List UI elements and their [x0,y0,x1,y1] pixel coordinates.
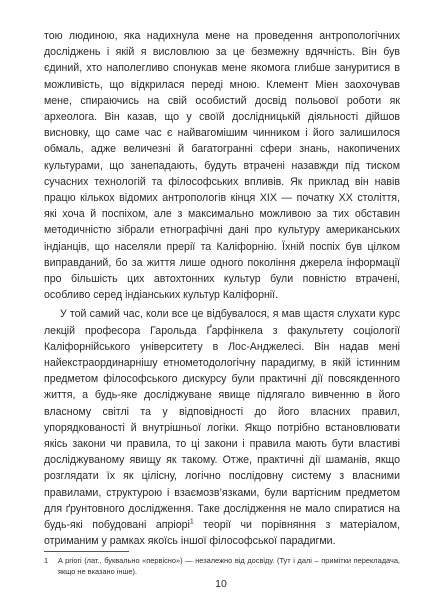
paragraph-text: У той самий час, коли все це відбувалося, я мав щастя слухати курс лекцій професора Гарольда Ґарфінкела з факультету соціології Каліфорнійського університету в Лос-Анджелесі. Він надав мені найекстраординарнішу етнометодологічну парадигму, в якій істинним предметом філософського дискурсу були практичні дії повсякденного життя, а будь-яке досліджуване явище підлягало вивченню в його власному світлі та у відповідності до його власних правил, упорядкованості й внутрішньої логіки. Якщо потрібно встановлювати якісь закони чи правила, то ці закони і правила мають бути властиві досліджуваному явищу як такому. Отже, практичні дії шаманів, якщо розглядати їх як цілісну, логічно послідовну систему з власними правилами, структурою і взаємозв’язками, були вартісним предметом для ґрунтовного дослідження. Таке дослідження не мало спиратися на будь-які побудовані апріорі [44,308,400,532]
footnote-number: 1 [44,556,49,565]
page-number: 10 [215,578,227,590]
paragraph-continuation: тою людиною, яка надихнула мене на проведення антропологічних досліджень і якій я висловлюю за це безмежну вдячність. Він був єдиний, хто наполегливо спонукав мене якомога глибше зануритися в можливість, що відкрилася переді мною. Клемент Міен заохочував мене, спираючись на свій особистий досвід польової роботи як археолога. Він казав, що у своїй дослідницькій діяльності дійшов висновку, що саме час є найвагомішим чинником і його залишилося обмаль, адже величезні й багатогранні сфери знань, накопичених культурами, що занепадають, будуть втрачені назавжди під тиском сучасних технологій та філософських впливів. Як приклад він навів працю кількох відомих антропологів кінця XIX — початку XX століття, які хоча й поспіхом, але з максимально можливою за тих обставин методичністю зібрали етнографічні дані про культуру американських індіанців, що населяли прерії та Каліфорнію. Їхній поспіх був цілком виправданий, бо за життя лише одного покоління джерела інформації про більшість цих автохтонних культур були повністю втрачені, особливо серед індіанських культур Каліфорнії. [44,30,400,302]
footnote-text: A priori (лат., буквально «первісно») — незалежно від досвіду. (Тут і далі – примітки перекладача, якщо не вказано інше). [58,556,400,576]
footnote-reference[interactable]: 1 [189,518,194,526]
body-text [44,28,400,550]
paragraph-text-end: теорії чи порівняння з матеріалом, отриманим у рамках якоїсь іншої філософської парадигми. [44,519,400,548]
paragraph-garfinkel [44,306,400,549]
footnote [44,555,400,577]
footnote-divider [44,551,129,552]
